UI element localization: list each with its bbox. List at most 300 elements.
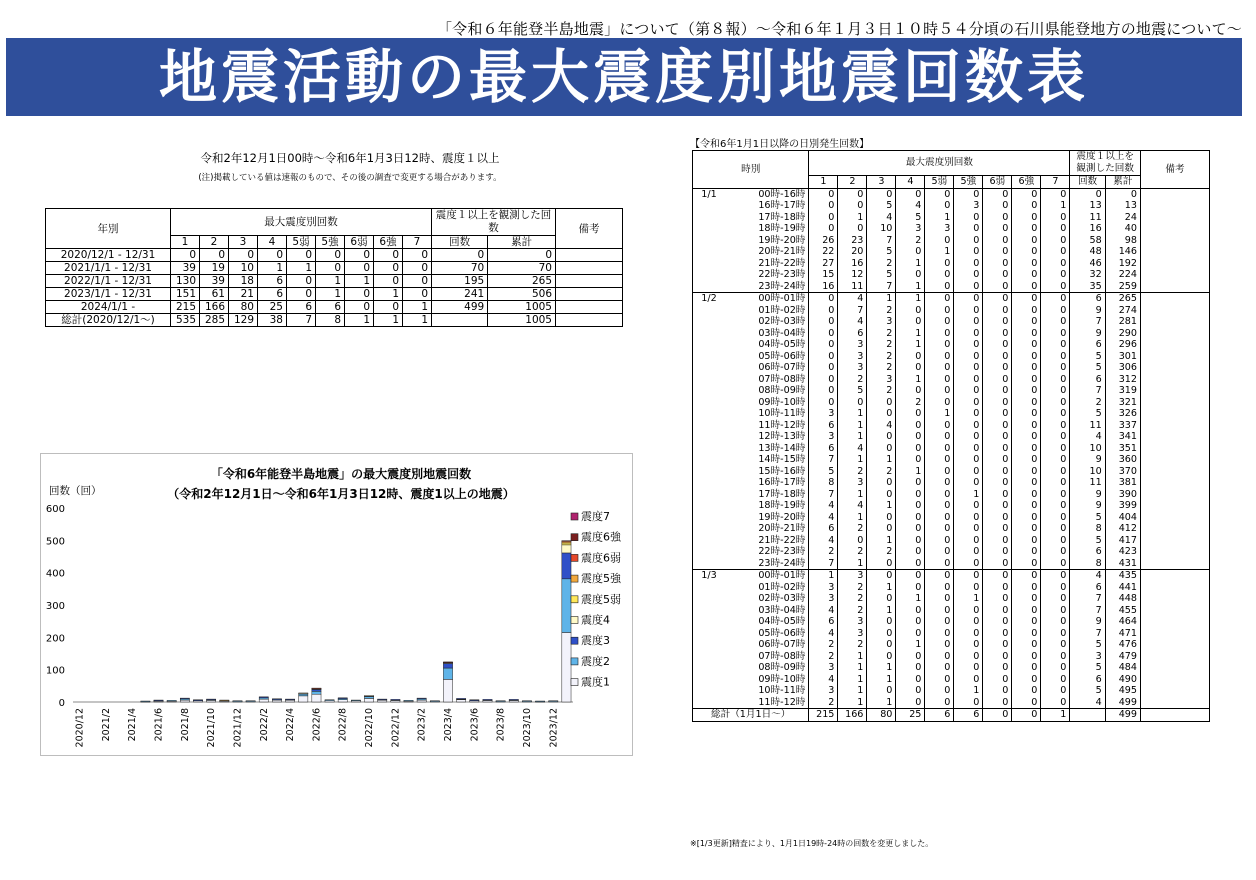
bar-segment xyxy=(562,545,571,553)
cell-value: 0 xyxy=(925,188,954,200)
cell-value: 6 xyxy=(809,443,838,455)
row-date xyxy=(693,443,726,455)
cell-cumulative: 435 xyxy=(1105,570,1140,582)
cell-value: 0 xyxy=(954,235,983,247)
cell-count: 58 xyxy=(1070,235,1105,247)
row-time: 14時-15時 xyxy=(725,454,809,466)
col-observed: 震度１以上を観測した回数 xyxy=(1070,151,1141,176)
row-date xyxy=(693,431,726,443)
cell-value: 0 xyxy=(983,582,1012,594)
cell-value: 0 xyxy=(983,454,1012,466)
cell-value: 0 xyxy=(403,249,432,262)
cell-value: 0 xyxy=(925,328,954,340)
cell-cumulative: 192 xyxy=(1105,258,1140,270)
cell-value: 0 xyxy=(287,288,316,301)
cell-value: 0 xyxy=(867,489,896,501)
cell-value: 1 xyxy=(867,535,896,547)
cell-count: 11 xyxy=(1070,477,1105,489)
row-time: 23時-24時 xyxy=(725,281,809,293)
cell-remarks xyxy=(1141,639,1210,651)
col-intensity: 5弱 xyxy=(925,176,954,189)
cell-value: 3 xyxy=(867,374,896,386)
cell-value: 0 xyxy=(1012,593,1041,605)
cell-value: 0 xyxy=(838,223,867,235)
cell-value: 0 xyxy=(1012,188,1041,200)
cell-value: 0 xyxy=(1012,697,1041,709)
row-time: 06時-07時 xyxy=(725,639,809,651)
cell-count: 32 xyxy=(1070,269,1105,281)
cell-value: 1 xyxy=(838,431,867,443)
bar-segment xyxy=(351,700,360,701)
cell-count: 9 xyxy=(1070,616,1105,628)
row-date xyxy=(693,582,726,594)
cell-value: 0 xyxy=(896,385,925,397)
table-row xyxy=(693,570,1210,582)
cell-remarks xyxy=(1141,374,1210,386)
cell-value: 1 xyxy=(867,454,896,466)
cell-value: 0 xyxy=(925,305,954,317)
cell-value: 3 xyxy=(809,408,838,420)
table-row xyxy=(693,500,1210,512)
bar-segment xyxy=(299,696,308,702)
table-row xyxy=(693,512,1210,524)
col-year: 年別 xyxy=(46,209,171,249)
cell-count: 10 xyxy=(1070,466,1105,478)
cell-value: 0 xyxy=(1012,512,1041,524)
col-intensity: 6強 xyxy=(1012,176,1041,189)
legend-label: 震度4 xyxy=(581,613,610,627)
cell-value: 6 xyxy=(258,275,287,288)
cell-cumulative: 40 xyxy=(1105,223,1140,235)
cell-value: 0 xyxy=(983,593,1012,605)
x-tick-label: 2021/2 xyxy=(100,708,112,742)
cell-value: 0 xyxy=(925,697,954,709)
table-row xyxy=(693,443,1210,455)
bar-segment xyxy=(562,553,571,579)
cell-value: 7 xyxy=(809,489,838,501)
cell-value: 7 xyxy=(809,558,838,570)
bar-segment xyxy=(312,691,321,694)
x-tick-label: 2022/8 xyxy=(337,708,349,742)
cell-remarks xyxy=(1141,351,1210,363)
cell-cumulative: 412 xyxy=(1105,523,1140,535)
bar-segment xyxy=(246,701,255,702)
cell-value: 0 xyxy=(983,535,1012,547)
row-date xyxy=(693,212,726,224)
table-row xyxy=(46,301,623,314)
row-date xyxy=(693,246,726,258)
table-row xyxy=(693,454,1210,466)
cell-value: 0 xyxy=(403,275,432,288)
cell-count: 0 xyxy=(432,249,488,262)
cell-value: 535 xyxy=(171,314,200,327)
cell-value: 0 xyxy=(809,200,838,212)
row-date xyxy=(693,385,726,397)
cell-value: 10 xyxy=(867,223,896,235)
col-intensity: 6弱 xyxy=(983,176,1012,189)
cell-value: 4 xyxy=(838,500,867,512)
cell-cumulative: 448 xyxy=(1105,593,1140,605)
cell-remarks xyxy=(1141,523,1210,535)
bar-segment xyxy=(286,699,295,700)
cell-cumulative: 146 xyxy=(1105,246,1140,258)
cell-count: 5 xyxy=(1070,408,1105,420)
cell-remarks xyxy=(1141,685,1210,697)
bar-segment xyxy=(180,700,189,702)
cell-value: 0 xyxy=(983,697,1012,709)
legend-label: 震度1 xyxy=(581,675,610,689)
cell-value: 0 xyxy=(1012,570,1041,582)
cell-remarks xyxy=(1141,246,1210,258)
row-time: 15時-16時 xyxy=(725,466,809,478)
cell-value: 2 xyxy=(838,523,867,535)
cell-value: 0 xyxy=(1012,546,1041,558)
row-time: 04時-05時 xyxy=(725,616,809,628)
cell-value: 0 xyxy=(925,489,954,501)
cell-value: 0 xyxy=(229,249,258,262)
cell-value: 0 xyxy=(954,281,983,293)
cell-value: 0 xyxy=(954,269,983,281)
cell-value: 0 xyxy=(954,223,983,235)
cell-cumulative: 281 xyxy=(1105,316,1140,328)
cell-value: 0 xyxy=(1012,466,1041,478)
cell-remarks xyxy=(1141,605,1210,617)
row-time: 09時-10時 xyxy=(725,674,809,686)
cell-value: 0 xyxy=(1012,385,1041,397)
cell-value: 0 xyxy=(809,351,838,363)
cell-value: 0 xyxy=(1041,339,1070,351)
legend-label: 震度6強 xyxy=(581,530,621,544)
table-row xyxy=(693,246,1210,258)
cell-value: 0 xyxy=(1041,616,1070,628)
row-date xyxy=(693,523,726,535)
row-time: 02時-03時 xyxy=(725,593,809,605)
cell-count: 13 xyxy=(1070,200,1105,212)
cell-value: 3 xyxy=(954,200,983,212)
cell-value: 0 xyxy=(896,628,925,640)
cell-count xyxy=(1070,709,1105,722)
cell-count xyxy=(432,314,488,327)
cell-value: 0 xyxy=(809,305,838,317)
cell-remarks xyxy=(1141,305,1210,317)
cell-count: 6 xyxy=(1070,293,1105,305)
y-tick-label: 400 xyxy=(45,568,65,580)
bar-segment xyxy=(207,699,216,700)
cell-value: 0 xyxy=(867,188,896,200)
col-observed: 震度１以上を観測した回数 xyxy=(432,209,556,236)
x-tick-label: 2021/12 xyxy=(232,708,244,748)
cell-value: 3 xyxy=(925,223,954,235)
cell-remarks xyxy=(1141,408,1210,420)
cell-value: 1 xyxy=(896,328,925,340)
cell-cumulative: 98 xyxy=(1105,235,1140,247)
cell-remarks xyxy=(1141,397,1210,409)
total-row xyxy=(693,709,1210,722)
cell-value: 0 xyxy=(1012,489,1041,501)
row-date xyxy=(693,616,726,628)
cell-value: 0 xyxy=(983,685,1012,697)
cell-cumulative: 306 xyxy=(1105,362,1140,374)
cell-value: 0 xyxy=(983,362,1012,374)
table-row xyxy=(693,616,1210,628)
cell-count: 0 xyxy=(1070,188,1105,200)
cell-cumulative: 13 xyxy=(1105,200,1140,212)
row-time: 03時-04時 xyxy=(725,605,809,617)
cell-value: 0 xyxy=(345,301,374,314)
cell-value: 0 xyxy=(983,523,1012,535)
cell-value: 0 xyxy=(1012,235,1041,247)
table-row xyxy=(46,262,623,275)
table-row xyxy=(693,397,1210,409)
cell-cumulative: 381 xyxy=(1105,477,1140,489)
col-intensity: 7 xyxy=(403,236,432,249)
table-row xyxy=(46,249,623,262)
cell-value: 0 xyxy=(1041,374,1070,386)
cell-value: 1 xyxy=(896,639,925,651)
bar-segment xyxy=(154,700,163,701)
cell-value: 0 xyxy=(1041,431,1070,443)
cell-value: 0 xyxy=(1041,651,1070,663)
cell-cumulative: 341 xyxy=(1105,431,1140,443)
x-tick-label: 2020/12 xyxy=(74,708,86,748)
cell-value: 0 xyxy=(1041,385,1070,397)
cell-value: 0 xyxy=(896,269,925,281)
table-row xyxy=(693,685,1210,697)
cell-value: 0 xyxy=(1012,269,1041,281)
cell-value: 39 xyxy=(171,262,200,275)
row-time: 19時-20時 xyxy=(725,512,809,524)
bar-segment xyxy=(167,700,176,701)
cell-remarks xyxy=(1141,431,1210,443)
cell-value: 7 xyxy=(287,314,316,327)
report-subtitle: 「令和６年能登半島地震」について（第８報）～令和６年１月３日１０時５４分頃の石川県能登地方の地震について～ xyxy=(436,20,1242,38)
cell-value: 1 xyxy=(838,454,867,466)
x-tick-label: 2022/4 xyxy=(285,708,297,742)
cell-cumulative: 471 xyxy=(1105,628,1140,640)
legend-swatch xyxy=(571,596,578,603)
cell-count: 10 xyxy=(1070,443,1105,455)
cell-value: 0 xyxy=(867,593,896,605)
cell-value: 0 xyxy=(1041,489,1070,501)
cell-value: 2 xyxy=(867,362,896,374)
cell-value: 0 xyxy=(925,512,954,524)
cell-remarks xyxy=(1141,212,1210,224)
cell-remarks xyxy=(1141,466,1210,478)
cell-count: 6 xyxy=(1070,546,1105,558)
bar-segment xyxy=(457,700,466,702)
cell-value: 0 xyxy=(896,420,925,432)
table-row xyxy=(693,293,1210,305)
cell-value: 0 xyxy=(1012,397,1041,409)
cell-value: 0 xyxy=(954,697,983,709)
cell-value: 0 xyxy=(925,500,954,512)
cell-value: 2 xyxy=(809,697,838,709)
cell-value: 0 xyxy=(983,512,1012,524)
col-intensity-group: 最大震度別回数 xyxy=(171,209,432,236)
x-tick-label: 2023/10 xyxy=(521,708,533,748)
cell-value: 0 xyxy=(809,374,838,386)
cell-value: 1 xyxy=(896,258,925,270)
col-intensity: 5弱 xyxy=(287,236,316,249)
cell-value: 0 xyxy=(925,685,954,697)
cell-remarks xyxy=(1141,489,1210,501)
cell-value: 0 xyxy=(809,223,838,235)
bar-segment xyxy=(193,700,202,701)
table-row xyxy=(693,328,1210,340)
cell-value: 5 xyxy=(867,200,896,212)
cell-value: 0 xyxy=(925,235,954,247)
cell-value: 0 xyxy=(925,431,954,443)
row-time: 00時-16時 xyxy=(725,188,809,200)
cell-value: 22 xyxy=(809,246,838,258)
cell-value: 0 xyxy=(983,500,1012,512)
cell-value: 0 xyxy=(896,616,925,628)
cell-value: 0 xyxy=(1041,697,1070,709)
cell-value: 0 xyxy=(925,593,954,605)
row-time: 04時-05時 xyxy=(725,339,809,351)
total-row xyxy=(46,314,623,327)
y-tick-label: 300 xyxy=(45,601,65,612)
cell-remarks xyxy=(1141,188,1210,200)
chart-subtitle: （令和2年12月1日～令和6年1月3日12時、震度1以上の地震） xyxy=(167,487,515,501)
row-date xyxy=(693,697,726,709)
col-intensity: 6強 xyxy=(374,236,403,249)
cell-value: 0 xyxy=(896,605,925,617)
cell-value: 0 xyxy=(838,200,867,212)
cell-value: 19 xyxy=(200,262,229,275)
cell-value: 5 xyxy=(809,466,838,478)
cell-cumulative: 499 xyxy=(1105,709,1140,722)
table-row xyxy=(693,593,1210,605)
cell-value: 0 xyxy=(925,351,954,363)
row-time: 17時-18時 xyxy=(725,489,809,501)
cell-value: 1 xyxy=(867,500,896,512)
cell-value: 1 xyxy=(838,685,867,697)
cell-value: 0 xyxy=(1012,605,1041,617)
cell-value: 0 xyxy=(925,269,954,281)
cell-value: 0 xyxy=(1041,639,1070,651)
cell-cumulative: 441 xyxy=(1105,582,1140,594)
cell-value: 0 xyxy=(1012,709,1041,722)
cell-value: 1 xyxy=(867,697,896,709)
table-row xyxy=(693,674,1210,686)
bar-segment xyxy=(470,700,479,701)
cell-value: 0 xyxy=(809,362,838,374)
cell-value: 0 xyxy=(925,662,954,674)
cell-value: 0 xyxy=(171,249,200,262)
cell-value: 4 xyxy=(809,605,838,617)
cell-value: 0 xyxy=(867,512,896,524)
cell-cumulative: 490 xyxy=(1105,674,1140,686)
cell-value: 0 xyxy=(1012,443,1041,455)
col-remarks: 備考 xyxy=(556,209,623,249)
cell-remarks xyxy=(1141,281,1210,293)
col-intensity: 5強 xyxy=(954,176,983,189)
cell-value: 0 xyxy=(983,374,1012,386)
row-time: 22時-23時 xyxy=(725,269,809,281)
bar-segment xyxy=(430,701,439,702)
cell-value: 0 xyxy=(983,305,1012,317)
table-row xyxy=(693,362,1210,374)
cell-value: 0 xyxy=(954,628,983,640)
cell-value: 25 xyxy=(896,709,925,722)
cell-value: 0 xyxy=(1041,546,1070,558)
cell-cumulative: 370 xyxy=(1105,466,1140,478)
col-intensity: 3 xyxy=(867,176,896,189)
cell-value: 1 xyxy=(1041,200,1070,212)
cell-value: 0 xyxy=(1041,454,1070,466)
cell-value: 0 xyxy=(925,558,954,570)
cell-value: 0 xyxy=(983,316,1012,328)
bar-segment xyxy=(417,700,426,702)
row-date xyxy=(693,374,726,386)
cell-value: 0 xyxy=(1012,293,1041,305)
cell-value: 0 xyxy=(954,188,983,200)
bar-segment xyxy=(272,700,281,702)
cell-value: 0 xyxy=(1012,374,1041,386)
cell-value: 2 xyxy=(838,593,867,605)
cell-value: 0 xyxy=(1041,305,1070,317)
cell-value: 0 xyxy=(954,558,983,570)
cell-value: 11 xyxy=(838,281,867,293)
cell-value: 3 xyxy=(838,339,867,351)
row-time: 11時-12時 xyxy=(725,420,809,432)
cell-remarks xyxy=(1141,500,1210,512)
cell-remarks xyxy=(1141,328,1210,340)
cell-value: 0 xyxy=(1012,535,1041,547)
cell-value: 0 xyxy=(867,431,896,443)
cell-value: 0 xyxy=(1041,188,1070,200)
cell-value: 20 xyxy=(838,246,867,258)
cell-value: 1 xyxy=(838,512,867,524)
cell-value: 285 xyxy=(200,314,229,327)
row-time: 10時-11時 xyxy=(725,685,809,697)
cell-value: 0 xyxy=(954,293,983,305)
cell-value: 0 xyxy=(954,305,983,317)
cell-value: 25 xyxy=(258,301,287,314)
cell-value: 0 xyxy=(983,246,1012,258)
cell-value: 1 xyxy=(867,662,896,674)
cell-remarks xyxy=(1141,512,1210,524)
cell-value: 1 xyxy=(838,558,867,570)
cell-value: 0 xyxy=(1041,316,1070,328)
cell-value: 0 xyxy=(1041,685,1070,697)
cell-remarks xyxy=(1141,593,1210,605)
cell-value: 0 xyxy=(345,262,374,275)
cell-value: 0 xyxy=(1012,305,1041,317)
cell-value: 0 xyxy=(374,275,403,288)
cell-value: 0 xyxy=(838,188,867,200)
row-time: 12時-13時 xyxy=(725,431,809,443)
cell-value: 166 xyxy=(838,709,867,722)
daily-table-footnote: ※[1/3更新]精査により、1月1日19時-24時の回数を変更しました。 xyxy=(690,839,934,848)
cell-value: 0 xyxy=(867,651,896,663)
legend-swatch xyxy=(571,658,578,665)
cell-value: 0 xyxy=(983,328,1012,340)
cell-value: 0 xyxy=(896,408,925,420)
cell-cumulative: 476 xyxy=(1105,639,1140,651)
cell-count: 9 xyxy=(1070,328,1105,340)
table-row xyxy=(693,651,1210,663)
cell-value: 0 xyxy=(983,570,1012,582)
row-date xyxy=(693,628,726,640)
row-date xyxy=(693,593,726,605)
table-row xyxy=(693,662,1210,674)
cell-value: 2 xyxy=(896,397,925,409)
cell-value: 0 xyxy=(867,397,896,409)
table-row xyxy=(693,269,1210,281)
cell-remarks xyxy=(1141,420,1210,432)
